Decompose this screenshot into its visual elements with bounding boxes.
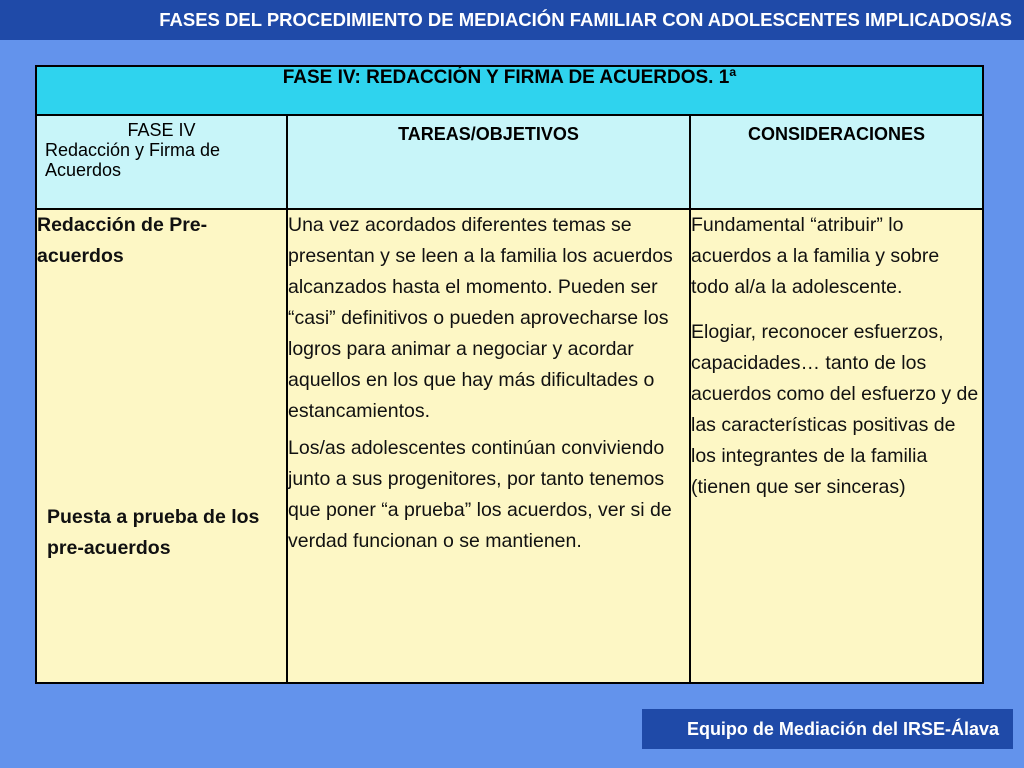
considerations-cell: [690, 209, 983, 683]
considerations-paragraph-1: Fundamental “atribuir” lo acuerdos a la familia y sobre todo al/a la adolescente.: [691, 214, 940, 298]
phase-item-draft: Redacción de Pre-acuerdos: [37, 214, 208, 267]
column-header-tasks: TAREAS/OBJETIVOS: [287, 115, 690, 209]
phase-item-testing: Puesta a prueba de los pre-acuerdos: [47, 506, 260, 559]
table-row: [36, 209, 983, 683]
table-title: FASE IV: REDACCIÓN Y FIRMA DE ACUERDOS. 1ª: [36, 66, 983, 115]
column-header-considerations: CONSIDERACIONES: [690, 115, 983, 209]
table-header-row: [36, 115, 983, 209]
footer-label: Equipo de Mediación del IRSE-Álava: [686, 719, 999, 739]
tasks-cell: [287, 209, 690, 683]
tasks-paragraph-1: Una vez acordados diferentes temas se presentan y se leen a la familia los acuerdos alcanzados hasta el momento. Pueden ser “casi” definitivos o pueden aprovecharse los logros para animar a negociar y acordar aquellos en los que hay más dificultades o estancamientos.: [288, 214, 673, 422]
phase-table-container: [35, 65, 982, 684]
slide-header: [0, 0, 1024, 40]
column-header-phase: [36, 115, 287, 209]
tasks-paragraph-2: Los/as adolescentes continúan conviviendo junto a sus progenitores, por tanto tenemos que poner “a prueba” los acuerdos, ver si de verdad funcionan o se mantienen.: [288, 437, 672, 552]
phase-cell: [36, 209, 287, 683]
table-title-row: [36, 66, 983, 115]
slide-title: FASES DEL PROCEDIMIENTO DE MEDIACIÓN FAMILIAR CON ADOLESCENTES IMPLICADOS/AS: [159, 9, 1012, 30]
column-header-phase-line1: FASE IV: [127, 120, 196, 140]
column-header-phase-line2: Redacción y Firma de Acuerdos: [45, 140, 221, 180]
considerations-paragraph-2: Elogiar, reconocer esfuerzos, capacidades… tanto de los acuerdos como del esfuerzo y de las características positivas de los integrantes de la familia (tienen que ser sinceras): [691, 321, 979, 498]
footer-badge: [642, 709, 1013, 749]
phase-table: [35, 65, 984, 684]
